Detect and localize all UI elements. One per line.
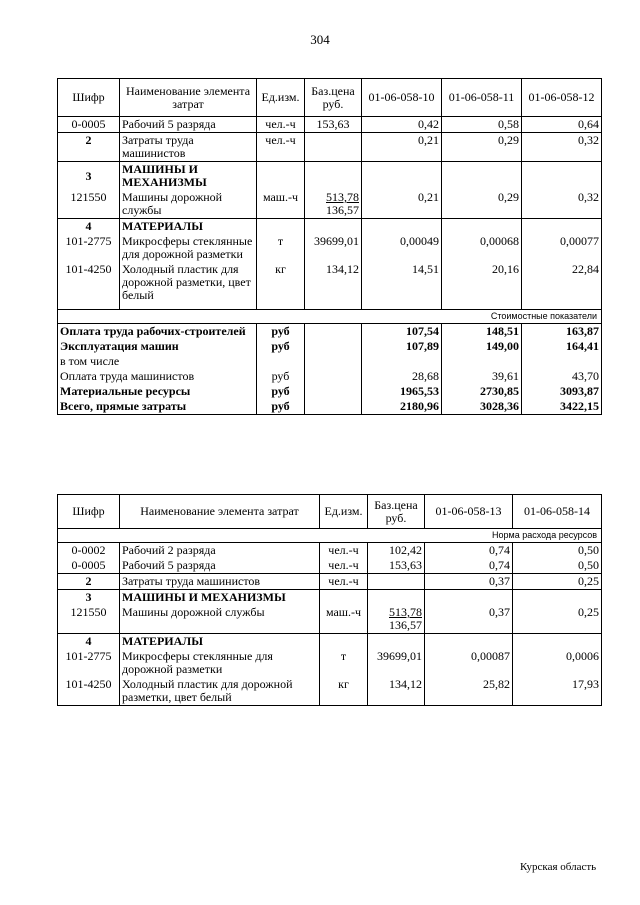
summary-value: 148,51: [442, 323, 522, 339]
cell-value: 14,51: [362, 262, 442, 303]
summary-name: Оплата труда рабочих-строителей: [58, 323, 257, 339]
cell-value: 0,64: [522, 117, 602, 133]
summary-unit: руб: [257, 384, 305, 399]
section-title: МАТЕРИАЛЫ: [120, 219, 257, 235]
cell-price: 153,63: [305, 117, 362, 133]
cell-name: Машины дорожной службы: [120, 605, 320, 634]
cell-name: Машины дорожной службы: [120, 190, 257, 219]
header-price: Баз.цена руб.: [368, 495, 425, 529]
cell-value: 0,29: [442, 133, 522, 162]
section-row: [58, 219, 602, 235]
cell-price: [368, 574, 425, 590]
summary-unit: руб: [257, 339, 305, 354]
cell-code: 101-2775: [58, 234, 120, 262]
cell-name: Рабочий 5 разряда: [120, 558, 320, 574]
summary-row: [58, 339, 602, 354]
cell-unit: чел.-ч: [320, 543, 368, 559]
cell-price: 513,78: [326, 190, 359, 204]
cell-price: 513,78: [389, 605, 422, 619]
cell-code: 4: [58, 634, 120, 650]
cell-value: 0,50: [513, 558, 602, 574]
cell-value: 0,21: [362, 133, 442, 162]
table-row: [58, 649, 602, 677]
table-row: [58, 234, 602, 262]
cell-unit: маш.-ч: [257, 190, 305, 219]
cell-value: 0,58: [442, 117, 522, 133]
summary-row: [58, 369, 602, 384]
cell-code: 121550: [58, 605, 120, 634]
cell-unit: т: [320, 649, 368, 677]
cell-price: 134,12: [368, 677, 425, 706]
cell-code: 3: [58, 162, 120, 191]
summary-row: [58, 323, 602, 339]
summary-name: Эксплуатация машин: [58, 339, 257, 354]
summary-name: Оплата труда машинистов: [58, 369, 257, 384]
band-label: Норма расхода ресурсов: [58, 529, 602, 543]
cell-unit: кг: [257, 262, 305, 303]
cell-name: Холодный пластик для дорожной разметки, цвет белый: [120, 262, 257, 303]
cell-price: 102,42: [368, 543, 425, 559]
section-row: [58, 590, 602, 606]
cell-name: Микросферы стеклянные для дорожной разметки: [120, 234, 257, 262]
table-row: [58, 677, 602, 706]
section-title: МАШИНЫ И МЕХАНИЗМЫ: [120, 162, 257, 191]
cell-price: 153,63: [368, 558, 425, 574]
cell-value: 0,50: [513, 543, 602, 559]
cell-code: 4: [58, 219, 120, 235]
cell-value: 0,00077: [522, 234, 602, 262]
table-row: [58, 262, 602, 303]
table-row: [58, 190, 602, 219]
cell-code: 101-4250: [58, 677, 120, 706]
band-label: Стоимостные показатели: [58, 309, 602, 323]
page-number: 304: [310, 32, 330, 47]
cell-value: 0,25: [513, 605, 602, 634]
summary-value: 163,87: [522, 323, 602, 339]
table-row: [58, 574, 602, 590]
cell-value: 0,37: [425, 574, 513, 590]
cell-value: 0,42: [362, 117, 442, 133]
table-row: [58, 117, 602, 133]
band-row: [58, 309, 602, 323]
cell-price: 39699,01: [305, 234, 362, 262]
section-title: МАТЕРИАЛЫ: [120, 634, 320, 650]
section-title: МАШИНЫ И МЕХАНИЗМЫ: [120, 590, 320, 606]
cell-value: 0,32: [522, 133, 602, 162]
cell-name: Микросферы стеклянные для дорожной разметки: [120, 649, 320, 677]
cell-code: 0-0005: [58, 117, 120, 133]
summary-value: 107,89: [362, 339, 442, 354]
region-footer: Курская область: [520, 861, 597, 873]
cell-unit: чел.-ч: [257, 133, 305, 162]
cell-code: 101-2775: [58, 649, 120, 677]
summary-value: 107,54: [362, 323, 442, 339]
cell-value: 0,74: [425, 558, 513, 574]
summary-row: [58, 399, 602, 415]
table-row: [58, 558, 602, 574]
cell-price: 134,12: [305, 262, 362, 303]
summary-name: в том числе: [58, 354, 257, 369]
cell-unit: чел.-ч: [257, 117, 305, 133]
summary-value: 1965,53: [362, 384, 442, 399]
cell-value: 0,32: [522, 190, 602, 219]
summary-row: [58, 384, 602, 399]
cell-value: 0,00068: [442, 234, 522, 262]
cell-name: Рабочий 5 разряда: [120, 117, 257, 133]
resource-table-1: [57, 78, 602, 415]
cell-code: 0-0005: [58, 558, 120, 574]
header-col-14: 01-06-058-14: [513, 495, 602, 529]
summary-name: Всего, прямые затраты: [58, 399, 257, 415]
cell-unit: чел.-ч: [320, 574, 368, 590]
cell-name: Рабочий 2 разряда: [120, 543, 320, 559]
cell-code: 0-0002: [58, 543, 120, 559]
summary-row: [58, 354, 602, 369]
summary-unit: руб: [257, 369, 305, 384]
table-row: [58, 543, 602, 559]
summary-value: 3093,87: [522, 384, 602, 399]
band-row: [58, 529, 602, 543]
header-code: Шифр: [58, 495, 120, 529]
cell-name: Затраты труда машинистов: [120, 574, 320, 590]
cell-value: 22,84: [522, 262, 602, 303]
cell-price: 39699,01: [368, 649, 425, 677]
resource-table-2: [57, 494, 602, 706]
summary-value: 28,68: [362, 369, 442, 384]
cell-code: 2: [58, 574, 120, 590]
cell-value: 0,00087: [425, 649, 513, 677]
cell-unit: маш.-ч: [320, 605, 368, 634]
cell-price-secondary: 136,57: [389, 618, 422, 632]
header-price: Баз.цена руб.: [305, 79, 362, 117]
cell-unit: чел.-ч: [320, 558, 368, 574]
header-name: Наименование элемента затрат: [120, 495, 320, 529]
summary-value: 3028,36: [442, 399, 522, 415]
summary-value: 149,00: [442, 339, 522, 354]
summary-value: 164,41: [522, 339, 602, 354]
cell-unit: кг: [320, 677, 368, 706]
cell-value: 25,82: [425, 677, 513, 706]
summary-value: 2730,85: [442, 384, 522, 399]
cell-unit: т: [257, 234, 305, 262]
cell-value: 20,16: [442, 262, 522, 303]
summary-name: Материальные ресурсы: [58, 384, 257, 399]
summary-value: 2180,96: [362, 399, 442, 415]
section-row: [58, 162, 602, 191]
header-name: Наименование элемента затрат: [120, 79, 257, 117]
cell-value: 0,25: [513, 574, 602, 590]
cell-code: 3: [58, 590, 120, 606]
summary-unit: руб: [257, 399, 305, 415]
summary-value: 39,61: [442, 369, 522, 384]
header-col-11: 01-06-058-11: [442, 79, 522, 117]
cell-code: 101-4250: [58, 262, 120, 303]
cell-value: 0,21: [362, 190, 442, 219]
cell-price-secondary: 136,57: [326, 203, 359, 217]
cell-value: 0,74: [425, 543, 513, 559]
header-col-12: 01-06-058-12: [522, 79, 602, 117]
summary-value: 43,70: [522, 369, 602, 384]
header-col-10: 01-06-058-10: [362, 79, 442, 117]
cell-price: [305, 133, 362, 162]
table-row: [58, 133, 602, 162]
table-row: [58, 605, 602, 634]
cell-value: 0,00049: [362, 234, 442, 262]
header-col-13: 01-06-058-13: [425, 495, 513, 529]
section-row: [58, 634, 602, 650]
header-unit: Ед.изм.: [320, 495, 368, 529]
cell-code: 2: [58, 133, 120, 162]
summary-unit: руб: [257, 323, 305, 339]
summary-value: 3422,15: [522, 399, 602, 415]
header-code: Шифр: [58, 79, 120, 117]
header-unit: Ед.изм.: [257, 79, 305, 117]
cell-name: Затраты труда машинистов: [120, 133, 257, 162]
cell-name: Холодный пластик для дорожной разметки, цвет белый: [120, 677, 320, 706]
cell-value: 17,93: [513, 677, 602, 706]
cell-value: 0,37: [425, 605, 513, 634]
cell-code: 121550: [58, 190, 120, 219]
cell-value: 0,0006: [513, 649, 602, 677]
cell-value: 0,29: [442, 190, 522, 219]
